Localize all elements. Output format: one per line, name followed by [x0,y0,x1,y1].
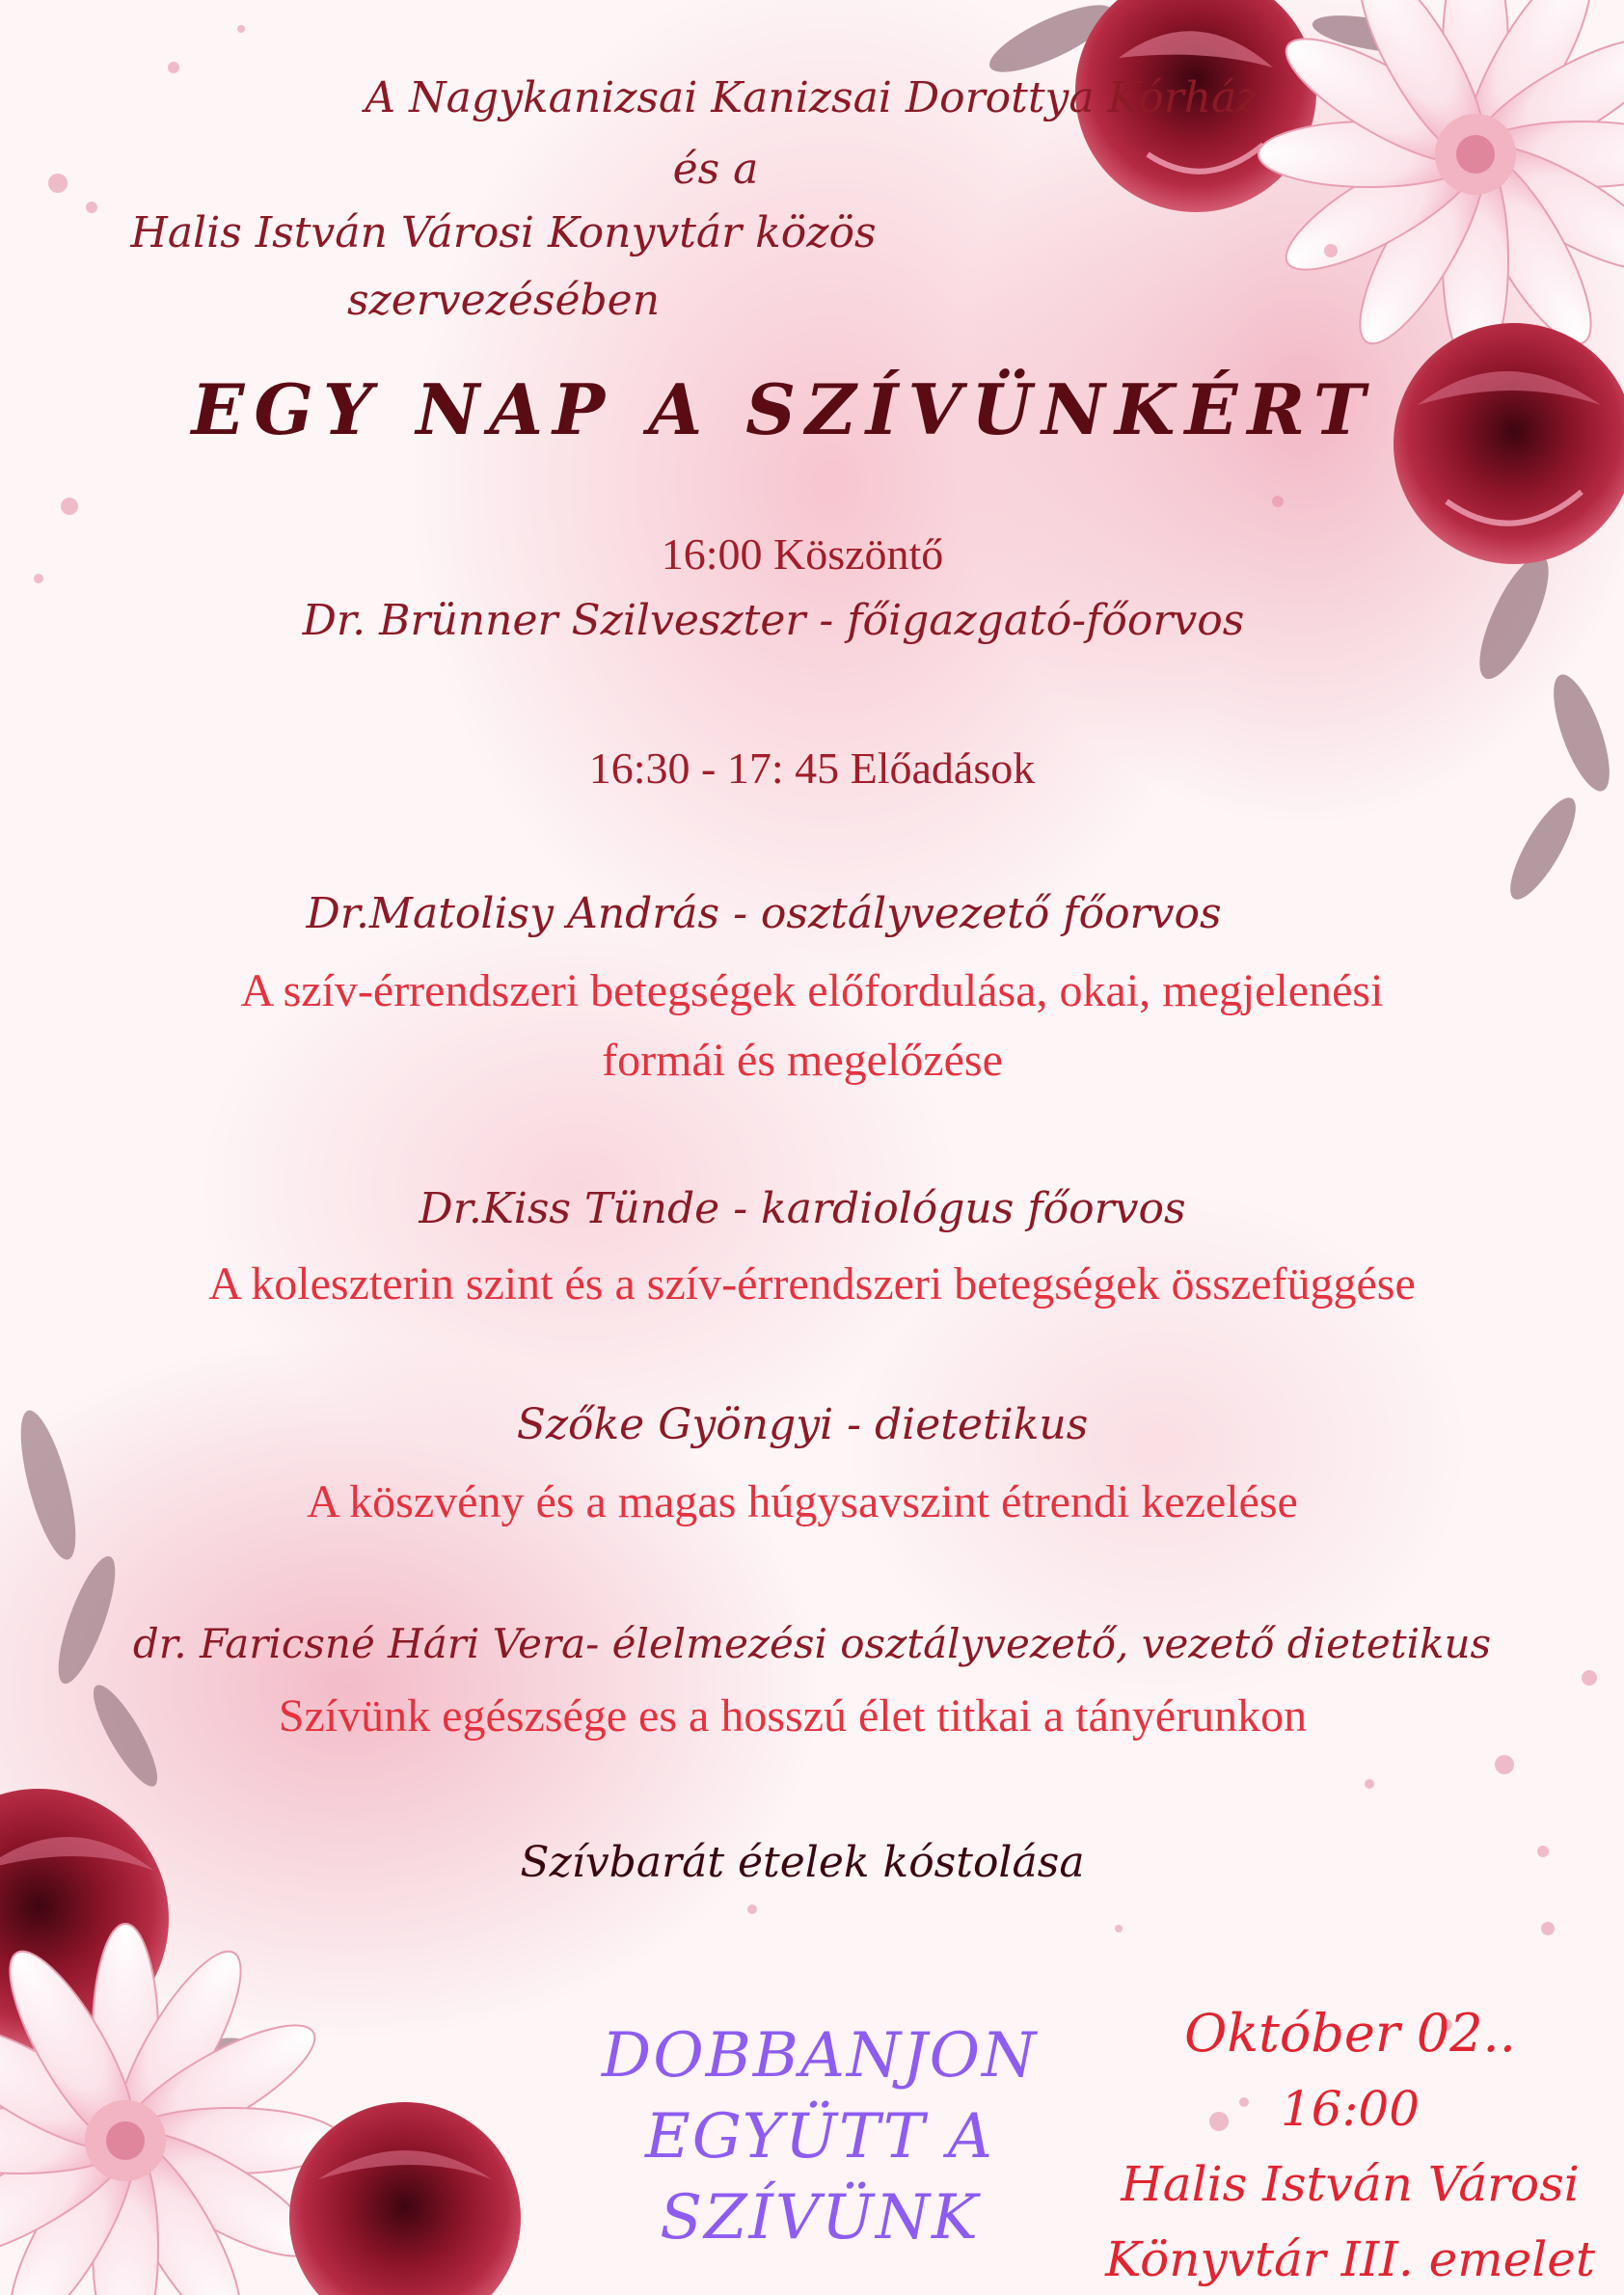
organizer-line-2: és a [672,145,759,194]
event-time: 16:00 [1280,2081,1421,2137]
slogan [521,2015,1119,2258]
organizer-line-1: A Nagykanizsai Kanizsai Dorottya Kórház [365,73,1259,122]
slogan-line-2: EGYÜTT A [644,2101,995,2173]
event-details [1099,1996,1601,2295]
organizer-line-3: Halis István Városi Konyvtár közös [130,208,877,257]
talk-3-topic: A köszvény és a magas húgysavszint étrendi kezelése [307,1476,1298,1527]
talk-2-topic: A koleszterin szint és a szív-érrendszeri betegségek összefüggése [208,1258,1416,1310]
slogan-line-1: DOBBANJON [601,2020,1039,2092]
talk-4-speaker: dr. Faricsné Hári Vera- élelmezési osztályvezető, vezető dietetikus [132,1620,1492,1667]
dahlia-icon [0,1924,342,2295]
welcome-speaker: Dr. Brünner Szilveszter - főigazgató-főorvos [302,596,1245,645]
welcome-time: 16:00 Köszöntő [661,529,944,579]
talk-1-topic-line-2: formái és megelőzése [602,1035,1003,1086]
talk-2-speaker: Dr.Kiss Tünde - kardiológus főorvos [419,1184,1186,1233]
venue-line-2: Könyvtár III. emelet [1105,2231,1595,2287]
lectures-time: 16:30 - 17: 45 Előadások [588,743,1036,793]
organizer-line-4: szervezésében [346,276,661,325]
tasting-note: Szívbarát ételek kóstolása [520,1838,1085,1887]
talk-3-speaker: Szőke Gyöngyi - dietetikus [516,1400,1089,1449]
talk-4-topic: Szívünk egészsége es a hosszú élet titkai a tányérunkon [278,1690,1308,1742]
venue-line-1: Halis István Városi [1121,2156,1580,2212]
page-title: EGY NAP A SZÍVÜNKÉRT [191,368,1375,450]
event-date: Október 02.. [1184,2003,1516,2064]
talk-1-speaker: Dr.Matolisy András - osztályvezető főorvos [306,889,1222,938]
slogan-line-3: SZÍVÜNK [660,2182,980,2254]
talk-1-topic-line-1: A szív-érrendszeri betegségek előfordulása, okai, megjelenési [240,965,1384,1016]
